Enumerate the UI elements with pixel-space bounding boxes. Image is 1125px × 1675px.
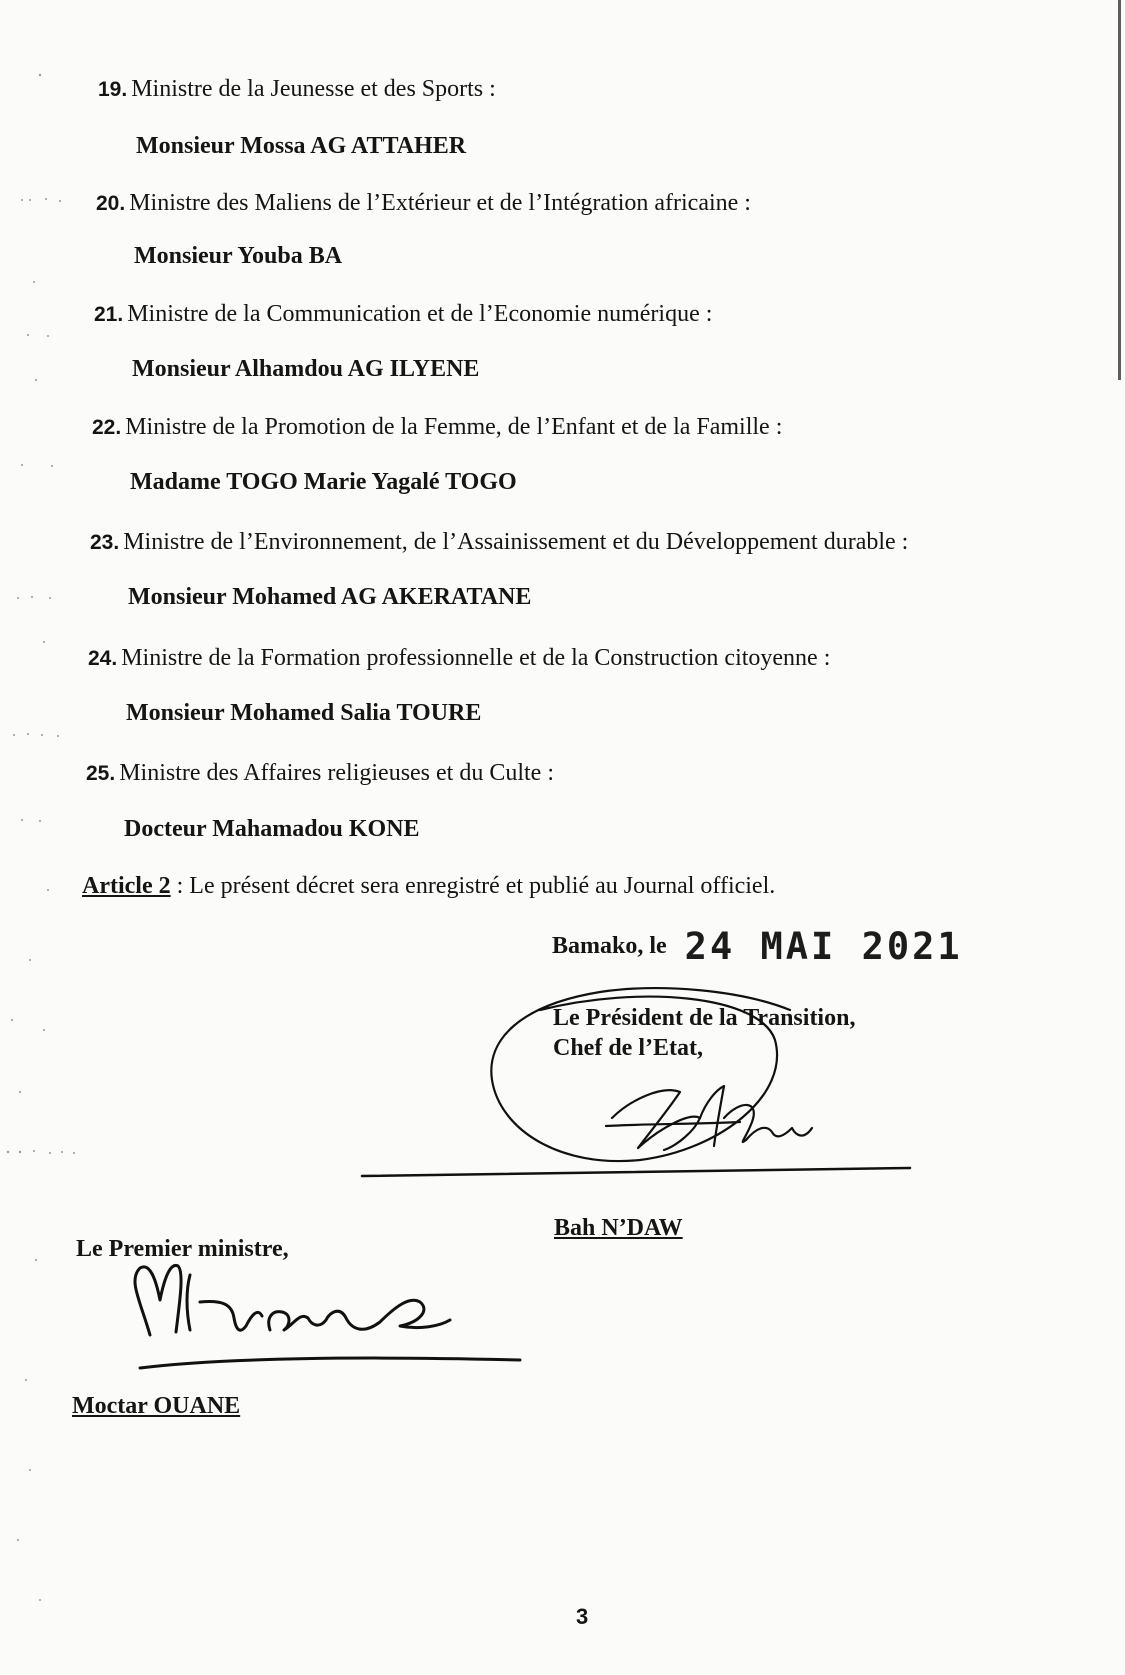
page-number: 3 [576,1604,589,1629]
date-stamp: 24 MAI 2021 [684,925,963,968]
entry-number: 25. [86,762,116,785]
president-name: Bah N’DAW [554,1215,683,1241]
minister-name: Monsieur Mohamed AG AKERATANE [128,584,532,610]
entry-number: 23. [90,531,120,554]
pm-title: Le Premier ministre, [76,1236,289,1262]
president-title-line1: Le Président de la Transition, [553,1005,856,1031]
entry-title-text: Ministre de l’Environnement, de l’Assainissement et du Développement durable : [123,529,909,555]
entry-number: 24. [88,647,118,670]
entry-title-text: Ministre des Maliens de l’Extérieur et de l’Intégration africaine : [129,190,751,216]
entry-number: 21. [94,303,124,326]
president-title-line2: Chef de l’Etat, [553,1035,703,1061]
entry-title-text: Ministre des Affaires religieuses et du Culte : [119,760,555,786]
minister-name: Monsieur Mossa AG ATTAHER [136,133,467,159]
place-label: Bamako, le [552,933,667,959]
minister-name: Monsieur Alhamdou AG ILYENE [132,356,480,382]
entry-number: 19. [98,78,128,101]
entry-number: 22. [92,416,122,439]
minister-name: Monsieur Mohamed Salia TOURE [126,700,482,726]
entry-number: 20. [96,192,126,215]
article-label: Article 2 [82,873,171,899]
minister-name: Madame TOGO Marie Yagalé TOGO [130,469,517,495]
article-text: : Le présent décret sera enregistré et publié au Journal officiel. [170,873,776,899]
pm-name: Moctar OUANE [72,1393,241,1419]
entry-title-text: Ministre de la Jeunesse et des Sports : [131,76,496,102]
minister-name: Docteur Mahamadou KONE [124,816,420,842]
entry-title-text: Ministre de la Promotion de la Femme, de l’Enfant et de la Famille : [125,414,783,440]
entry-title-text: Ministre de la Formation professionnelle et de la Construction citoyenne : [121,645,831,671]
minister-name: Monsieur Youba BA [134,243,343,269]
entry-title-text: Ministre de la Communication et de l’Economie numérique : [127,301,713,327]
